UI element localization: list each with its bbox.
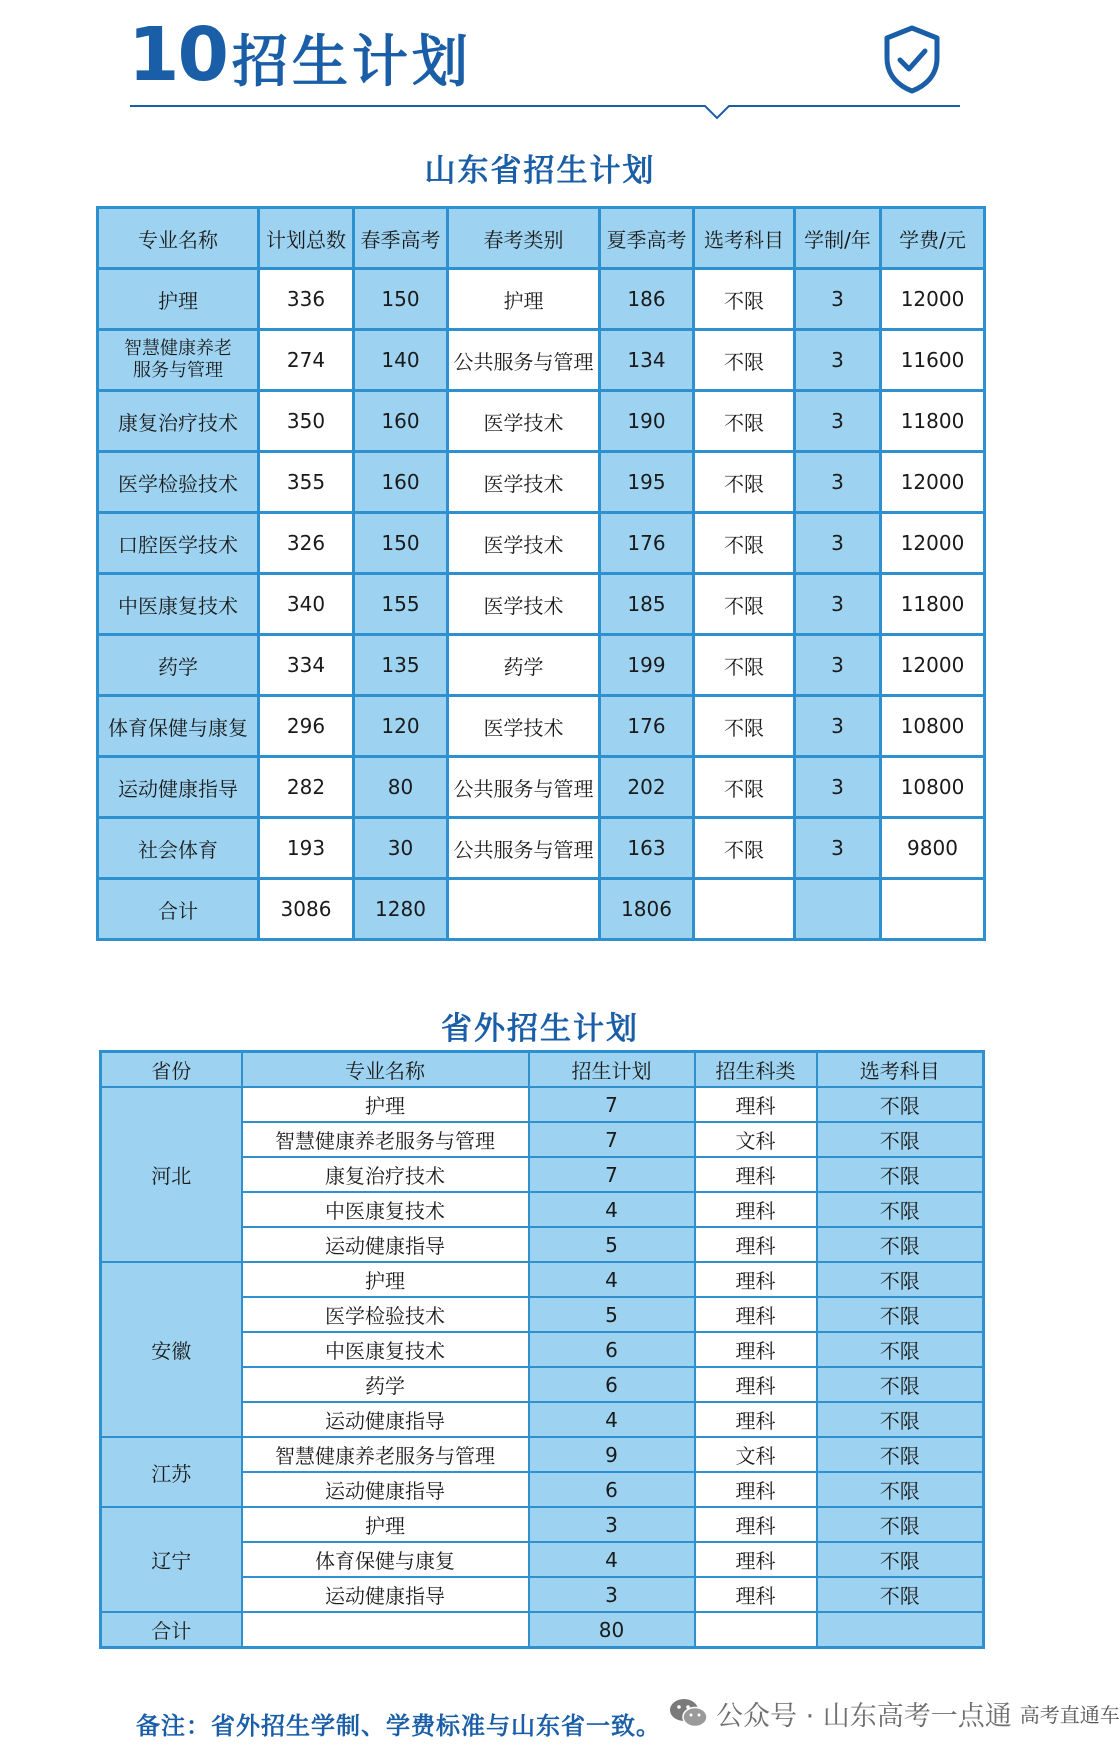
table-cell: 30 [354,818,448,879]
table-cell: 355 [259,452,354,513]
table-cell: 185 [600,574,694,635]
table-row [98,269,985,330]
table-cell: 不限 [817,1472,984,1507]
outside-section-title: 省外招生计划 [441,1011,639,1047]
section-number: 10 [128,12,227,98]
table-cell: 不限 [694,330,795,391]
table-cell: 护理 [448,269,600,330]
table-row [98,391,985,452]
table-cell: 3 [529,1507,695,1542]
table-cell: 不限 [817,1437,984,1472]
watermark [668,1693,1120,1733]
table-row [98,635,985,696]
table-row [98,757,985,818]
table-cell: 4 [529,1262,695,1297]
table-row [98,330,985,391]
table-cell: 1280 [354,879,448,940]
table-cell: 176 [600,696,694,757]
table-cell: 康复治疗技术 [242,1157,529,1192]
table-cell: 3 [795,452,881,513]
table-cell: 3 [795,696,881,757]
column-header: 选考科目 [694,208,795,269]
table-cell: 中医康复技术 [242,1192,529,1227]
table-cell: 274 [259,330,354,391]
table-cell: 护理 [242,1087,529,1122]
table-cell: 7 [529,1122,695,1157]
province-cell: 江苏 [101,1437,242,1507]
table-cell: 理科 [695,1542,817,1577]
table-cell: 334 [259,635,354,696]
table-cell [795,879,881,940]
table-cell: 口腔医学技术 [98,513,259,574]
table-cell: 3 [795,635,881,696]
header-rule [130,100,960,124]
table-row [101,1262,984,1297]
table-cell: 医学技术 [448,452,600,513]
table-cell: 10800 [881,757,985,818]
table-cell: 理科 [695,1262,817,1297]
province-cell: 辽宁 [101,1507,242,1612]
table-cell: 80 [529,1612,695,1648]
table-row [101,1437,984,1472]
table-cell: 不限 [817,1507,984,1542]
table-cell: 康复治疗技术 [98,391,259,452]
table-cell [881,879,985,940]
table-cell: 不限 [817,1332,984,1367]
table-cell: 医学技术 [448,574,600,635]
province-cell: 安徽 [101,1262,242,1437]
table-cell: 理科 [695,1297,817,1332]
table-row [98,513,985,574]
table-cell: 不限 [694,391,795,452]
table-row [98,818,985,879]
table-cell: 140 [354,330,448,391]
page-header [0,0,1080,130]
table-cell: 理科 [695,1332,817,1367]
table-cell: 医学技术 [448,513,600,574]
table-cell [817,1612,984,1648]
table-cell: 12000 [881,513,985,574]
table-cell: 不限 [817,1122,984,1157]
table-cell: 199 [600,635,694,696]
table-cell: 合计 [98,879,259,940]
table-cell: 理科 [695,1367,817,1402]
table-cell: 186 [600,269,694,330]
table-cell: 9800 [881,818,985,879]
total-row [98,879,985,940]
table-cell: 193 [259,818,354,879]
table-cell: 医学技术 [448,696,600,757]
watermark-subtext: 高考直通车 [1019,1702,1120,1727]
table-cell: 理科 [695,1087,817,1122]
table-cell: 190 [600,391,694,452]
shandong-header-row [98,208,985,269]
table-cell: 运动健康指导 [242,1402,529,1437]
shield-check-icon [882,24,942,94]
column-header: 专业名称 [98,208,259,269]
column-header: 招生计划 [529,1052,695,1088]
table-cell: 理科 [695,1577,817,1612]
column-header: 选考科目 [817,1052,984,1088]
table-cell: 护理 [242,1507,529,1542]
table-cell: 12000 [881,635,985,696]
column-header: 专业名称 [242,1052,529,1088]
table-cell: 文科 [695,1437,817,1472]
table-cell: 体育保健与康复 [242,1542,529,1577]
table-cell: 202 [600,757,694,818]
table-cell: 120 [354,696,448,757]
table-cell: 医学检验技术 [98,452,259,513]
table-cell: 不限 [817,1157,984,1192]
column-header: 春季高考 [354,208,448,269]
wechat-icon [668,1696,708,1730]
table-cell: 运动健康指导 [242,1577,529,1612]
table-cell: 公共服务与管理 [448,757,600,818]
table-cell: 163 [600,818,694,879]
column-header: 省份 [101,1052,242,1088]
outside-plan-table [99,1050,985,1649]
table-cell: 3 [795,391,881,452]
table-cell: 150 [354,269,448,330]
table-cell: 350 [259,391,354,452]
table-cell: 80 [354,757,448,818]
table-cell: 155 [354,574,448,635]
table-row [98,696,985,757]
table-cell [695,1612,817,1648]
column-header: 夏季高考 [600,208,694,269]
column-header: 招生科类 [695,1052,817,1088]
table-cell: 7 [529,1087,695,1122]
table-cell: 不限 [817,1262,984,1297]
table-cell [242,1612,529,1648]
table-cell: 运动健康指导 [98,757,259,818]
table-cell: 10800 [881,696,985,757]
table-cell: 3086 [259,879,354,940]
table-cell: 326 [259,513,354,574]
table-cell: 医学检验技术 [242,1297,529,1332]
footnote: 备注：省外招生学制、学费标准与山东省一致。 [136,1712,661,1740]
table-cell: 3 [795,513,881,574]
table-cell: 医学技术 [448,391,600,452]
table-row [101,1507,984,1542]
table-cell: 护理 [98,269,259,330]
table-cell: 不限 [817,1227,984,1262]
column-header: 学费/元 [881,208,985,269]
table-cell: 中医康复技术 [242,1332,529,1367]
table-cell: 不限 [817,1087,984,1122]
table-cell: 282 [259,757,354,818]
table-cell: 9 [529,1437,695,1472]
table-cell: 3 [529,1577,695,1612]
table-cell: 7 [529,1157,695,1192]
table-cell: 不限 [694,635,795,696]
table-cell: 6 [529,1472,695,1507]
table-cell: 体育保健与康复 [98,696,259,757]
table-cell: 3 [795,574,881,635]
table-cell: 公共服务与管理 [448,818,600,879]
table-cell: 智慧健康养老服务与管理 [242,1437,529,1472]
table-cell: 不限 [694,818,795,879]
table-cell: 336 [259,269,354,330]
table-cell: 11800 [881,391,985,452]
table-cell: 176 [600,513,694,574]
table-cell: 不限 [694,757,795,818]
table-cell: 运动健康指导 [242,1472,529,1507]
table-cell: 3 [795,757,881,818]
table-cell: 护理 [242,1262,529,1297]
table-cell: 理科 [695,1507,817,1542]
table-cell: 3 [795,330,881,391]
table-cell: 3 [795,269,881,330]
total-row [101,1612,984,1648]
table-cell: 1806 [600,879,694,940]
shandong-plan-table [96,206,986,941]
table-cell: 理科 [695,1192,817,1227]
table-cell: 不限 [817,1367,984,1402]
table-cell: 不限 [817,1402,984,1437]
table-cell: 12000 [881,452,985,513]
table-cell: 智慧健康养老服务与管理 [242,1122,529,1157]
table-row [101,1087,984,1122]
table-cell: 药学 [242,1367,529,1402]
page-title: 招生计划 [232,30,472,95]
table-cell: 4 [529,1192,695,1227]
column-header: 学制/年 [795,208,881,269]
table-cell: 不限 [694,452,795,513]
table-cell: 不限 [817,1577,984,1612]
table-cell: 不限 [694,696,795,757]
table-cell: 文科 [695,1122,817,1157]
table-cell: 11600 [881,330,985,391]
column-header: 春考类别 [448,208,600,269]
province-cell: 河北 [101,1087,242,1262]
table-cell: 不限 [694,269,795,330]
table-cell: 药学 [448,635,600,696]
table-cell: 智慧健康养老 服务与管理 [98,330,259,391]
table-cell: 中医康复技术 [98,574,259,635]
table-row [98,452,985,513]
table-cell [694,879,795,940]
table-cell: 运动健康指导 [242,1227,529,1262]
table-row [98,574,985,635]
column-header: 计划总数 [259,208,354,269]
table-cell: 不限 [694,513,795,574]
table-cell: 5 [529,1297,695,1332]
table-cell: 160 [354,452,448,513]
outside-header-row [101,1052,984,1088]
table-cell: 合计 [101,1612,242,1648]
table-cell: 理科 [695,1157,817,1192]
table-cell: 不限 [694,574,795,635]
table-cell: 195 [600,452,694,513]
table-cell: 150 [354,513,448,574]
table-cell: 296 [259,696,354,757]
table-cell: 12000 [881,269,985,330]
table-cell: 3 [795,818,881,879]
table-cell: 134 [600,330,694,391]
table-cell: 不限 [817,1297,984,1332]
table-cell: 5 [529,1227,695,1262]
table-cell: 不限 [817,1542,984,1577]
table-cell: 理科 [695,1402,817,1437]
table-cell: 340 [259,574,354,635]
table-cell: 135 [354,635,448,696]
table-cell: 理科 [695,1227,817,1262]
table-cell: 4 [529,1542,695,1577]
table-cell: 药学 [98,635,259,696]
table-cell: 不限 [817,1192,984,1227]
table-cell: 11800 [881,574,985,635]
table-cell: 6 [529,1367,695,1402]
table-cell: 160 [354,391,448,452]
table-cell: 理科 [695,1472,817,1507]
table-cell: 公共服务与管理 [448,330,600,391]
table-cell [448,879,600,940]
watermark-text: 公众号 · 山东高考一点通 [716,1700,1012,1732]
table-cell: 6 [529,1332,695,1367]
table-cell: 社会体育 [98,818,259,879]
table-cell: 4 [529,1402,695,1437]
shandong-section-title: 山东省招生计划 [424,153,656,189]
